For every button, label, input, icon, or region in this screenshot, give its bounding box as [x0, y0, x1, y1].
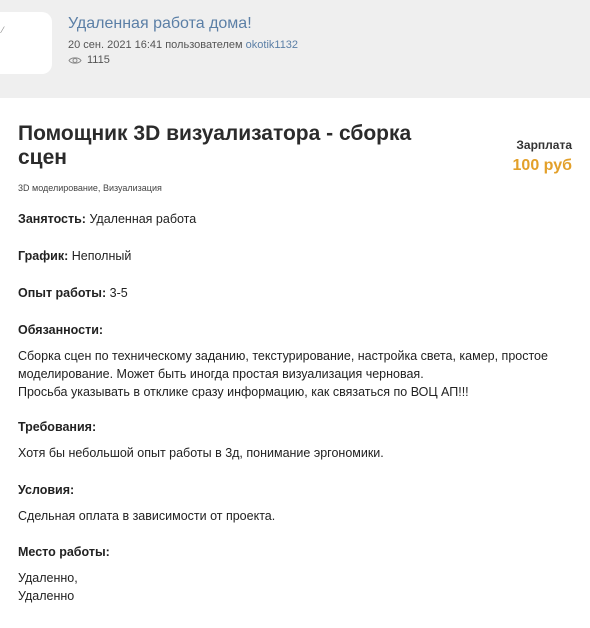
- location-title: Место работы:: [18, 545, 110, 559]
- employment-row: [18, 212, 196, 226]
- views-counter: [68, 54, 110, 66]
- duties-title: Обязанности:: [18, 323, 104, 337]
- experience-value: 3-5: [109, 286, 128, 300]
- schedule-value: Неполный: [71, 249, 132, 263]
- requirements-text: Хотя бы небольшой опыт работы в 3д, понимание эргономики.: [18, 446, 384, 460]
- job-title: Помощник 3D визуализатора - сборка сцен: [18, 122, 412, 169]
- views-count: 1115: [87, 54, 110, 66]
- schedule-label: График:: [18, 249, 69, 263]
- post-date: 20 сен. 2021 16:41 пользователем: [68, 39, 243, 51]
- salary-value: 100 руб: [512, 157, 572, 174]
- duties-line: моделирование. Может быть иногда простая визуализация черновая.: [18, 367, 424, 381]
- post-meta: [68, 39, 298, 51]
- author-link[interactable]: okotik1132: [245, 39, 299, 51]
- schedule-row: [18, 249, 131, 263]
- location-line: Удаленно: [18, 589, 75, 603]
- experience-label: Опыт работы:: [18, 286, 107, 300]
- group-name-link[interactable]: Удаленная работа дома!: [68, 15, 252, 32]
- salary-label: Зарплата: [516, 138, 572, 152]
- eye-icon: [68, 56, 82, 65]
- conditions-title: Условия:: [18, 483, 75, 497]
- duties-text: [18, 347, 578, 401]
- post-header: [0, 0, 590, 98]
- location-text: [18, 569, 578, 605]
- employment-value: Удаленная работа: [89, 212, 197, 226]
- broken-image-icon: ⁄: [2, 25, 4, 35]
- duties-line: Сборка сцен по техническому заданию, текстурирование, настройка света, камер, простое: [18, 349, 548, 363]
- duties-line: Просьба указывать в отклике сразу информацию, как связаться по ВОЦ АП!!!: [18, 385, 469, 399]
- job-tags: 3D моделирование, Визуализация: [18, 183, 162, 193]
- conditions-text: Сдельная оплата в зависимости от проекта.: [18, 509, 276, 523]
- employment-label: Занятость:: [18, 212, 86, 226]
- experience-row: [18, 286, 128, 300]
- group-avatar[interactable]: [0, 12, 52, 74]
- location-line: Удаленно,: [18, 571, 78, 585]
- requirements-title: Требования:: [18, 420, 97, 434]
